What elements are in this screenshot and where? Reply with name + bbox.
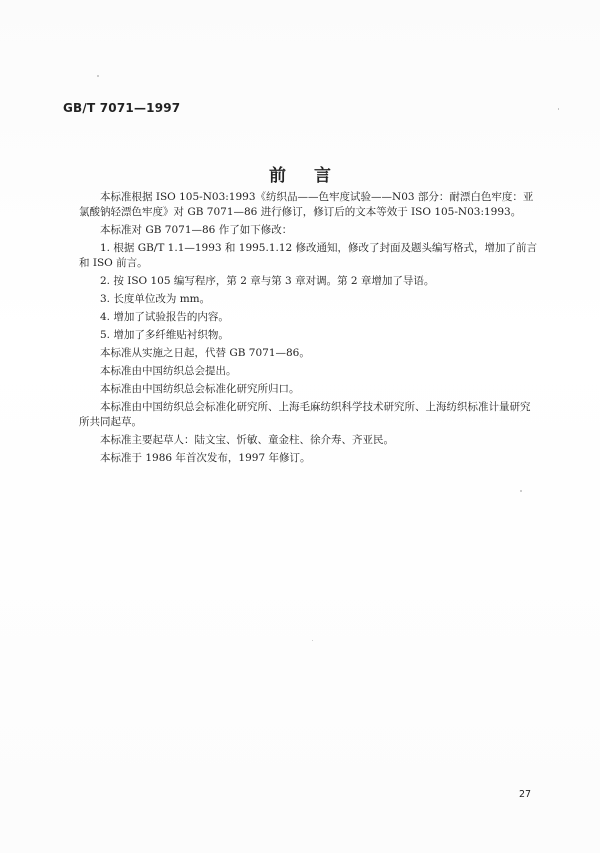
paragraph: 本标准根据 ISO 105-N03:1993《纺织品——色牢度试验——N03 部分：耐漂白色牢度：亚氯酸钠轻漂色牢度》对 GB 7071—86 进行修订，修订后的文本等效于 ISO 105-N03:1993。	[79, 191, 534, 218]
standard-code-header: GB/T 7071—1997	[63, 101, 181, 115]
scan-speck	[312, 640, 313, 641]
paragraph: 本标准从实施之日起，代替 GB 7071—86。	[100, 347, 310, 359]
paragraph: 1. 根据 GB/T 1.1—1993 和 1995.1.12 修改通知，修改了封面及题头编写格式，增加了前言和 ISO 前言。	[79, 242, 538, 269]
paragraph: 3. 长度单位改为 mm。	[100, 293, 211, 305]
paragraph: 2. 按 ISO 105 编写程序，第 2 章与第 3 章对调。第 2 章增加了导语。	[100, 275, 435, 287]
paragraph: 5. 增加了多纤维贴衬织物。	[100, 329, 229, 341]
scan-speck	[520, 490, 522, 492]
page-title: 前言	[269, 166, 359, 186]
paragraph: 本标准由中国纺织总会标准化研究所、上海毛麻纺织科学技术研究所、上海纺织标准计量研究所共同起草。	[79, 401, 531, 428]
paragraph: 本标准主要起草人：陆文宝、忻敏、童金柱、徐介寿、齐亚民。	[100, 434, 394, 446]
foreword-body	[79, 190, 539, 469]
paragraph: 本标准由中国纺织总会标准化研究所归口。	[100, 383, 300, 395]
paragraph: 本标准由中国纺织总会提出。	[100, 365, 237, 377]
scan-speck	[97, 75, 99, 77]
paragraph: 本标准于 1986 年首次发布，1997 年修订。	[100, 452, 311, 464]
scan-speck	[558, 108, 559, 110]
paragraph: 4. 增加了试验报告的内容。	[100, 311, 229, 323]
page-number: 27	[519, 789, 532, 800]
paragraph: 本标准对 GB 7071—86 作了如下修改：	[100, 224, 293, 236]
